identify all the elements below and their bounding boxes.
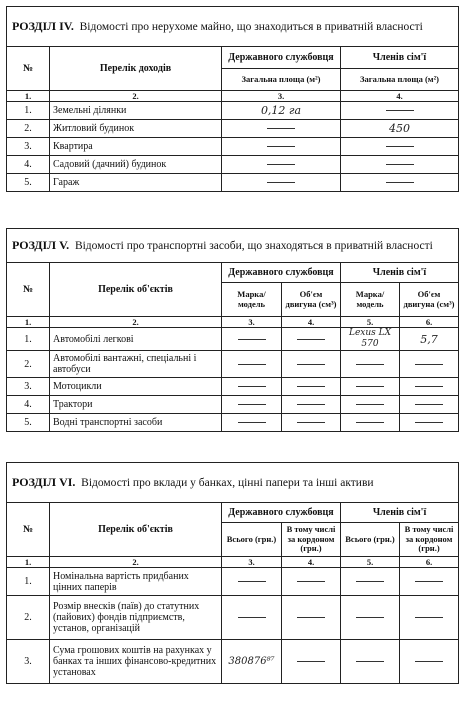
dash-cell <box>341 138 459 156</box>
index-cell: 3. <box>222 317 282 328</box>
dash-cell <box>341 378 400 396</box>
dash-cell <box>222 396 282 414</box>
row-name: Номінальна вартість придбаних цінних паперів <box>50 568 222 596</box>
handwritten-value: 5,7 <box>400 328 459 351</box>
col-brand-family: Марка/ модель <box>341 283 400 317</box>
table-row <box>7 568 459 596</box>
index-cell: 3. <box>222 557 282 568</box>
dash-cell <box>400 414 459 432</box>
dash-cell <box>222 120 341 138</box>
section-v-label: РОЗДІЛ V. <box>12 237 70 252</box>
col-num-header: № <box>7 47 50 91</box>
row-number: 3. <box>7 138 50 156</box>
col-abroad-official: В тому числі за кордоном (грн.) <box>282 523 341 557</box>
dash-cell <box>282 396 341 414</box>
table-row <box>7 640 459 684</box>
dash-cell <box>341 102 459 120</box>
col-area-official: Загальна площа (м²) <box>222 69 341 91</box>
handwritten-value: 0,12 га <box>222 102 341 120</box>
index-cell: 3. <box>222 91 341 102</box>
section-iv-label: РОЗДІЛ IV. <box>12 18 74 33</box>
dash-cell <box>341 174 459 192</box>
row-name: Сума грошових коштів на рахунках у банках та інших фінансово-кредитних установах <box>50 640 222 684</box>
index-cell: 4. <box>282 557 341 568</box>
dash-cell <box>282 596 341 640</box>
col-num-header: № <box>7 263 50 317</box>
handwritten-value: 380876⁸⁷ <box>222 640 282 684</box>
section-v-table <box>6 228 459 432</box>
section-iv-heading: Відомості про нерухоме майно, що знаходиться в приватній власності <box>79 20 423 33</box>
row-name: Житловий будинок <box>50 120 222 138</box>
dash-cell <box>222 156 341 174</box>
dash-cell <box>222 596 282 640</box>
col-list-header: Перелік об'єктів <box>50 263 222 317</box>
row-number: 1. <box>7 568 50 596</box>
dash-cell <box>341 396 400 414</box>
index-cell: 2. <box>50 317 222 328</box>
section-vi-heading: Відомості про вклади у банках, цінні папери та інші активи <box>81 476 374 489</box>
dash-cell <box>222 328 282 351</box>
col-area-family: Загальна площа (м²) <box>341 69 459 91</box>
dash-cell <box>222 138 341 156</box>
row-name: Мотоцикли <box>50 378 222 396</box>
col-official-header: Державного службовця <box>222 503 341 523</box>
col-list-header: Перелік доходів <box>50 47 222 91</box>
row-number: 2. <box>7 120 50 138</box>
col-family-header: Членів сім'ї <box>341 503 459 523</box>
table-row <box>7 138 459 156</box>
dash-cell <box>400 351 459 378</box>
index-cell: 2. <box>50 91 222 102</box>
row-name: Гараж <box>50 174 222 192</box>
row-name: Автомобілі легкові <box>50 328 222 351</box>
col-total-family: Всього (грн.) <box>341 523 400 557</box>
col-abroad-family: В тому числі за кордоном (грн.) <box>400 523 459 557</box>
row-number: 2. <box>7 596 50 640</box>
col-num-header: № <box>7 503 50 557</box>
dash-cell <box>222 568 282 596</box>
section-v-heading: Відомості про транспортні засоби, що знаходяться в приватній власності <box>74 239 433 252</box>
table-row <box>7 414 459 432</box>
col-volume-official: Об'єм двигуна (см³) <box>282 283 341 317</box>
table-row <box>7 328 459 351</box>
dash-cell <box>341 568 400 596</box>
index-cell: 1. <box>7 317 50 328</box>
row-number: 4. <box>7 396 50 414</box>
col-list-header: Перелік об'єктів <box>50 503 222 557</box>
section-iv-title <box>7 7 459 47</box>
dash-cell <box>222 414 282 432</box>
handwritten-value: Lexus LX 570 <box>341 328 400 351</box>
row-name: Садовий (дачний) будинок <box>50 156 222 174</box>
dash-cell <box>222 378 282 396</box>
row-number: 3. <box>7 640 50 684</box>
row-name: Трактори <box>50 396 222 414</box>
table-row <box>7 174 459 192</box>
index-cell: 4. <box>341 91 459 102</box>
row-number: 3. <box>7 378 50 396</box>
col-family-header: Членів сім'ї <box>341 263 459 283</box>
row-number: 1. <box>7 102 50 120</box>
row-number: 4. <box>7 156 50 174</box>
dash-cell <box>341 414 400 432</box>
table-row <box>7 156 459 174</box>
dash-cell <box>400 640 459 684</box>
row-name: Автомобілі вантажні, спеціальні і автобуси <box>50 351 222 378</box>
dash-cell <box>222 351 282 378</box>
col-official-header: Державного службовця <box>222 263 341 283</box>
row-name: Квартира <box>50 138 222 156</box>
table-row <box>7 102 459 120</box>
row-number: 5. <box>7 174 50 192</box>
table-row <box>7 351 459 378</box>
dash-cell <box>282 328 341 351</box>
dash-cell <box>341 351 400 378</box>
index-cell: 2. <box>50 557 222 568</box>
section-iv-table <box>6 6 459 192</box>
row-number: 5. <box>7 414 50 432</box>
index-cell: 6. <box>400 557 459 568</box>
dash-cell <box>222 174 341 192</box>
index-cell: 5. <box>341 557 400 568</box>
col-brand-official: Марка/ модель <box>222 283 282 317</box>
dash-cell <box>341 640 400 684</box>
table-row <box>7 378 459 396</box>
row-number: 2. <box>7 351 50 378</box>
dash-cell <box>400 568 459 596</box>
dash-cell <box>341 596 400 640</box>
table-row <box>7 396 459 414</box>
dash-cell <box>341 156 459 174</box>
index-cell: 6. <box>400 317 459 328</box>
dash-cell <box>282 351 341 378</box>
index-cell: 5. <box>341 317 400 328</box>
dash-cell <box>282 640 341 684</box>
row-name: Земельні ділянки <box>50 102 222 120</box>
index-cell: 4. <box>282 317 341 328</box>
row-number: 1. <box>7 328 50 351</box>
handwritten-value: 450 <box>341 120 459 138</box>
section-vi-label: РОЗДІЛ VI. <box>12 474 76 489</box>
dash-cell <box>282 414 341 432</box>
col-official-header: Державного службовця <box>222 47 341 69</box>
row-name: Водні транспортні засоби <box>50 414 222 432</box>
index-cell: 1. <box>7 91 50 102</box>
section-vi-title <box>7 463 459 503</box>
dash-cell <box>400 396 459 414</box>
dash-cell <box>282 568 341 596</box>
table-row <box>7 596 459 640</box>
section-v-title <box>7 229 459 263</box>
index-cell: 1. <box>7 557 50 568</box>
table-row <box>7 120 459 138</box>
dash-cell <box>282 378 341 396</box>
section-vi-table <box>6 462 459 684</box>
dash-cell <box>400 596 459 640</box>
col-volume-family: Об'єм двигуна (см³) <box>400 283 459 317</box>
dash-cell <box>400 378 459 396</box>
col-total-official: Всього (грн.) <box>222 523 282 557</box>
row-name: Розмір внесків (паїв) до статутних (пайових) фондів підприємств, установ, організацій <box>50 596 222 640</box>
col-family-header: Членів сім'ї <box>341 47 459 69</box>
